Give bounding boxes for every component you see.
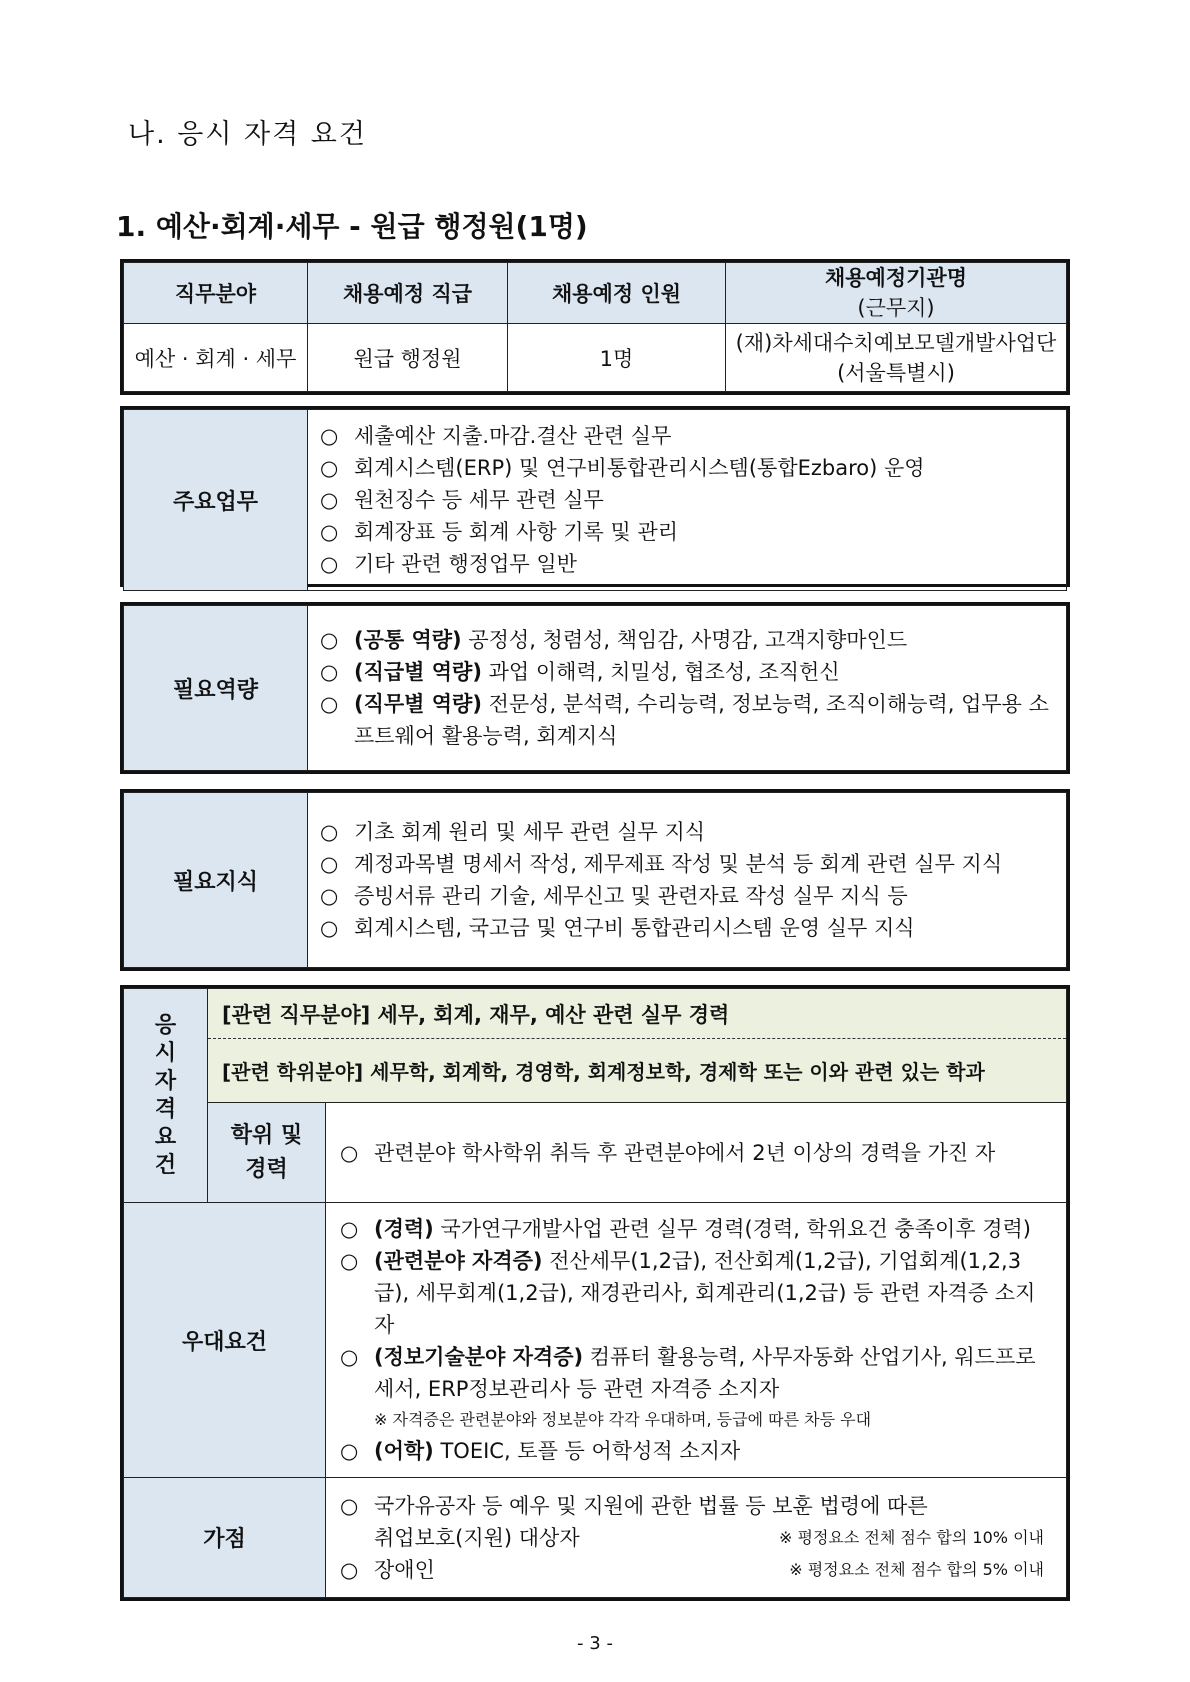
bonus-points-note: ※ 평정요소 전체 점수 합의 10% 이내 [779, 1527, 1044, 1547]
duties-list [308, 410, 1067, 591]
list-item: ○ 회계장표 등 회계 사항 기록 및 관리 [320, 520, 679, 544]
list-item: ○ 기타 관련 행정업무 일반 [320, 552, 577, 576]
qualification-vertical-label: 응 시 자 격 요 건 [124, 989, 208, 1203]
section-heading: 나. 응시 자격 요건 [128, 119, 367, 150]
header-position: 채용예정 직급 [308, 263, 508, 324]
cell-headcount: 1명 [508, 324, 726, 392]
knowledge-list [308, 793, 1067, 968]
list-item: ○ (관련분야 자격증) 전산세무(1,2급), 전산회계(1,2급), 기업회계(1,2,3급), 세무회계(1,2급), 재경관리사, 회계관리(1,2급) 등 관련 자격증 소지자 [340, 1249, 1036, 1337]
page-number: - 3 - [577, 1633, 613, 1654]
cell-institution: (재)차세대수치예보모델개발사업단 (서울특별시) [726, 324, 1067, 392]
competencies-label: 필요역량 [124, 606, 308, 771]
list-item-continuation: 취업보호(지원) 대상자 ※ 평정요소 전체 점수 합의 10% 이내 [340, 1522, 1054, 1554]
list-item: ○ 장애인 ※ 평정요소 전체 점수 합의 5% 이내 [340, 1554, 1054, 1586]
list-item: ○ 국가유공자 등 예우 및 지원에 관한 법률 등 보훈 법령에 따른 [340, 1493, 928, 1518]
list-item: ○ 회계시스템, 국고금 및 연구비 통합관리시스템 운영 실무 지식 [320, 916, 915, 940]
list-item: ○ 기초 회계 원리 및 세무 관련 실무 지식 [320, 820, 706, 844]
related-job-field: [관련 직무분야] 세무, 회계, 재무, 예산 관련 실무 경력 [208, 989, 1067, 1039]
knowledge-label: 필요지식 [124, 793, 308, 968]
job-title: 1. 예산·회계·세무 - 원급 행정원(1명) [116, 210, 588, 243]
bonus-points-note: ※ 평정요소 전체 점수 합의 5% 이내 [789, 1559, 1044, 1579]
bonus-label: 가점 [124, 1478, 326, 1598]
preferences-list [326, 1203, 1067, 1478]
knowledge-block [120, 789, 1070, 971]
list-item: ○ (공통 역량) 공정성, 청렴성, 책임감, 사명감, 고객지향마인드 [320, 628, 908, 652]
list-item: ○ (경력) 국가연구개발사업 관련 실무 경력(경력, 학위요건 충족이후 경력) [340, 1217, 1032, 1241]
list-item: ○ (정보기술분야 자격증) 컴퓨터 활용능력, 사무자동화 산업기사, 워드프로세서, ERP정보관리사 등 관련 자격증 소지자 [340, 1345, 1036, 1401]
bonus-list [326, 1478, 1067, 1598]
cell-job-field: 예산 · 회계 · 세무 [124, 324, 308, 392]
list-item: ○ (직무별 역량) 전문성, 분석력, 수리능력, 정보능력, 조직이해능력, 업무용 소프트웨어 활용능력, 회계지식 [320, 692, 1049, 748]
qualification-block [120, 985, 1070, 1601]
header-institution: 채용예정기관명 (근무지) [726, 263, 1067, 324]
header-job-field: 직무분야 [124, 263, 308, 324]
list-item: ○ 원천징수 등 세무 관련 실무 [320, 488, 604, 512]
list-item: ○ (어학) TOEIC, 토플 등 어학성적 소지자 [340, 1439, 741, 1463]
competencies-block [120, 602, 1070, 774]
list-item: ○ 세출예산 지출.마감.결산 관련 실무 [320, 424, 672, 448]
header-headcount: 채용예정 인원 [508, 263, 726, 324]
competencies-list [308, 606, 1067, 771]
degree-career-label: 학위 및 경력 [208, 1103, 326, 1203]
duties-label: 주요업무 [124, 410, 308, 591]
preferences-label: 우대요건 [124, 1203, 326, 1478]
duties-block [120, 406, 1070, 587]
list-item: ○ (직급별 역량) 과업 이해력, 치밀성, 협조성, 조직헌신 [320, 660, 840, 684]
degree-career-list [326, 1103, 1067, 1203]
summary-table [120, 259, 1070, 395]
cell-position: 원급 행정원 [308, 324, 508, 392]
list-item: ○ 회계시스템(ERP) 및 연구비통합관리시스템(통합Ezbaro) 운영 [320, 456, 925, 480]
list-item: ○ 계정과목별 명세서 작성, 제무제표 작성 및 분석 등 회계 관련 실무 지식 [320, 852, 1003, 876]
related-degree-field: [관련 학위분야] 세무학, 회계학, 경영학, 회계정보학, 경제학 또는 이와 관련 있는 학과 [208, 1039, 1067, 1103]
list-item: ○ 관련분야 학사학위 취득 후 관련분야에서 2년 이상의 경력을 가진 자 [340, 1140, 996, 1165]
preferences-note: ※ 자격증은 관련분야와 정보분야 각각 우대하며, 등급에 따른 차등 우대 [374, 1410, 872, 1429]
list-item: ○ 증빙서류 관리 기술, 세무신고 및 관련자료 작성 실무 지식 등 [320, 884, 908, 908]
